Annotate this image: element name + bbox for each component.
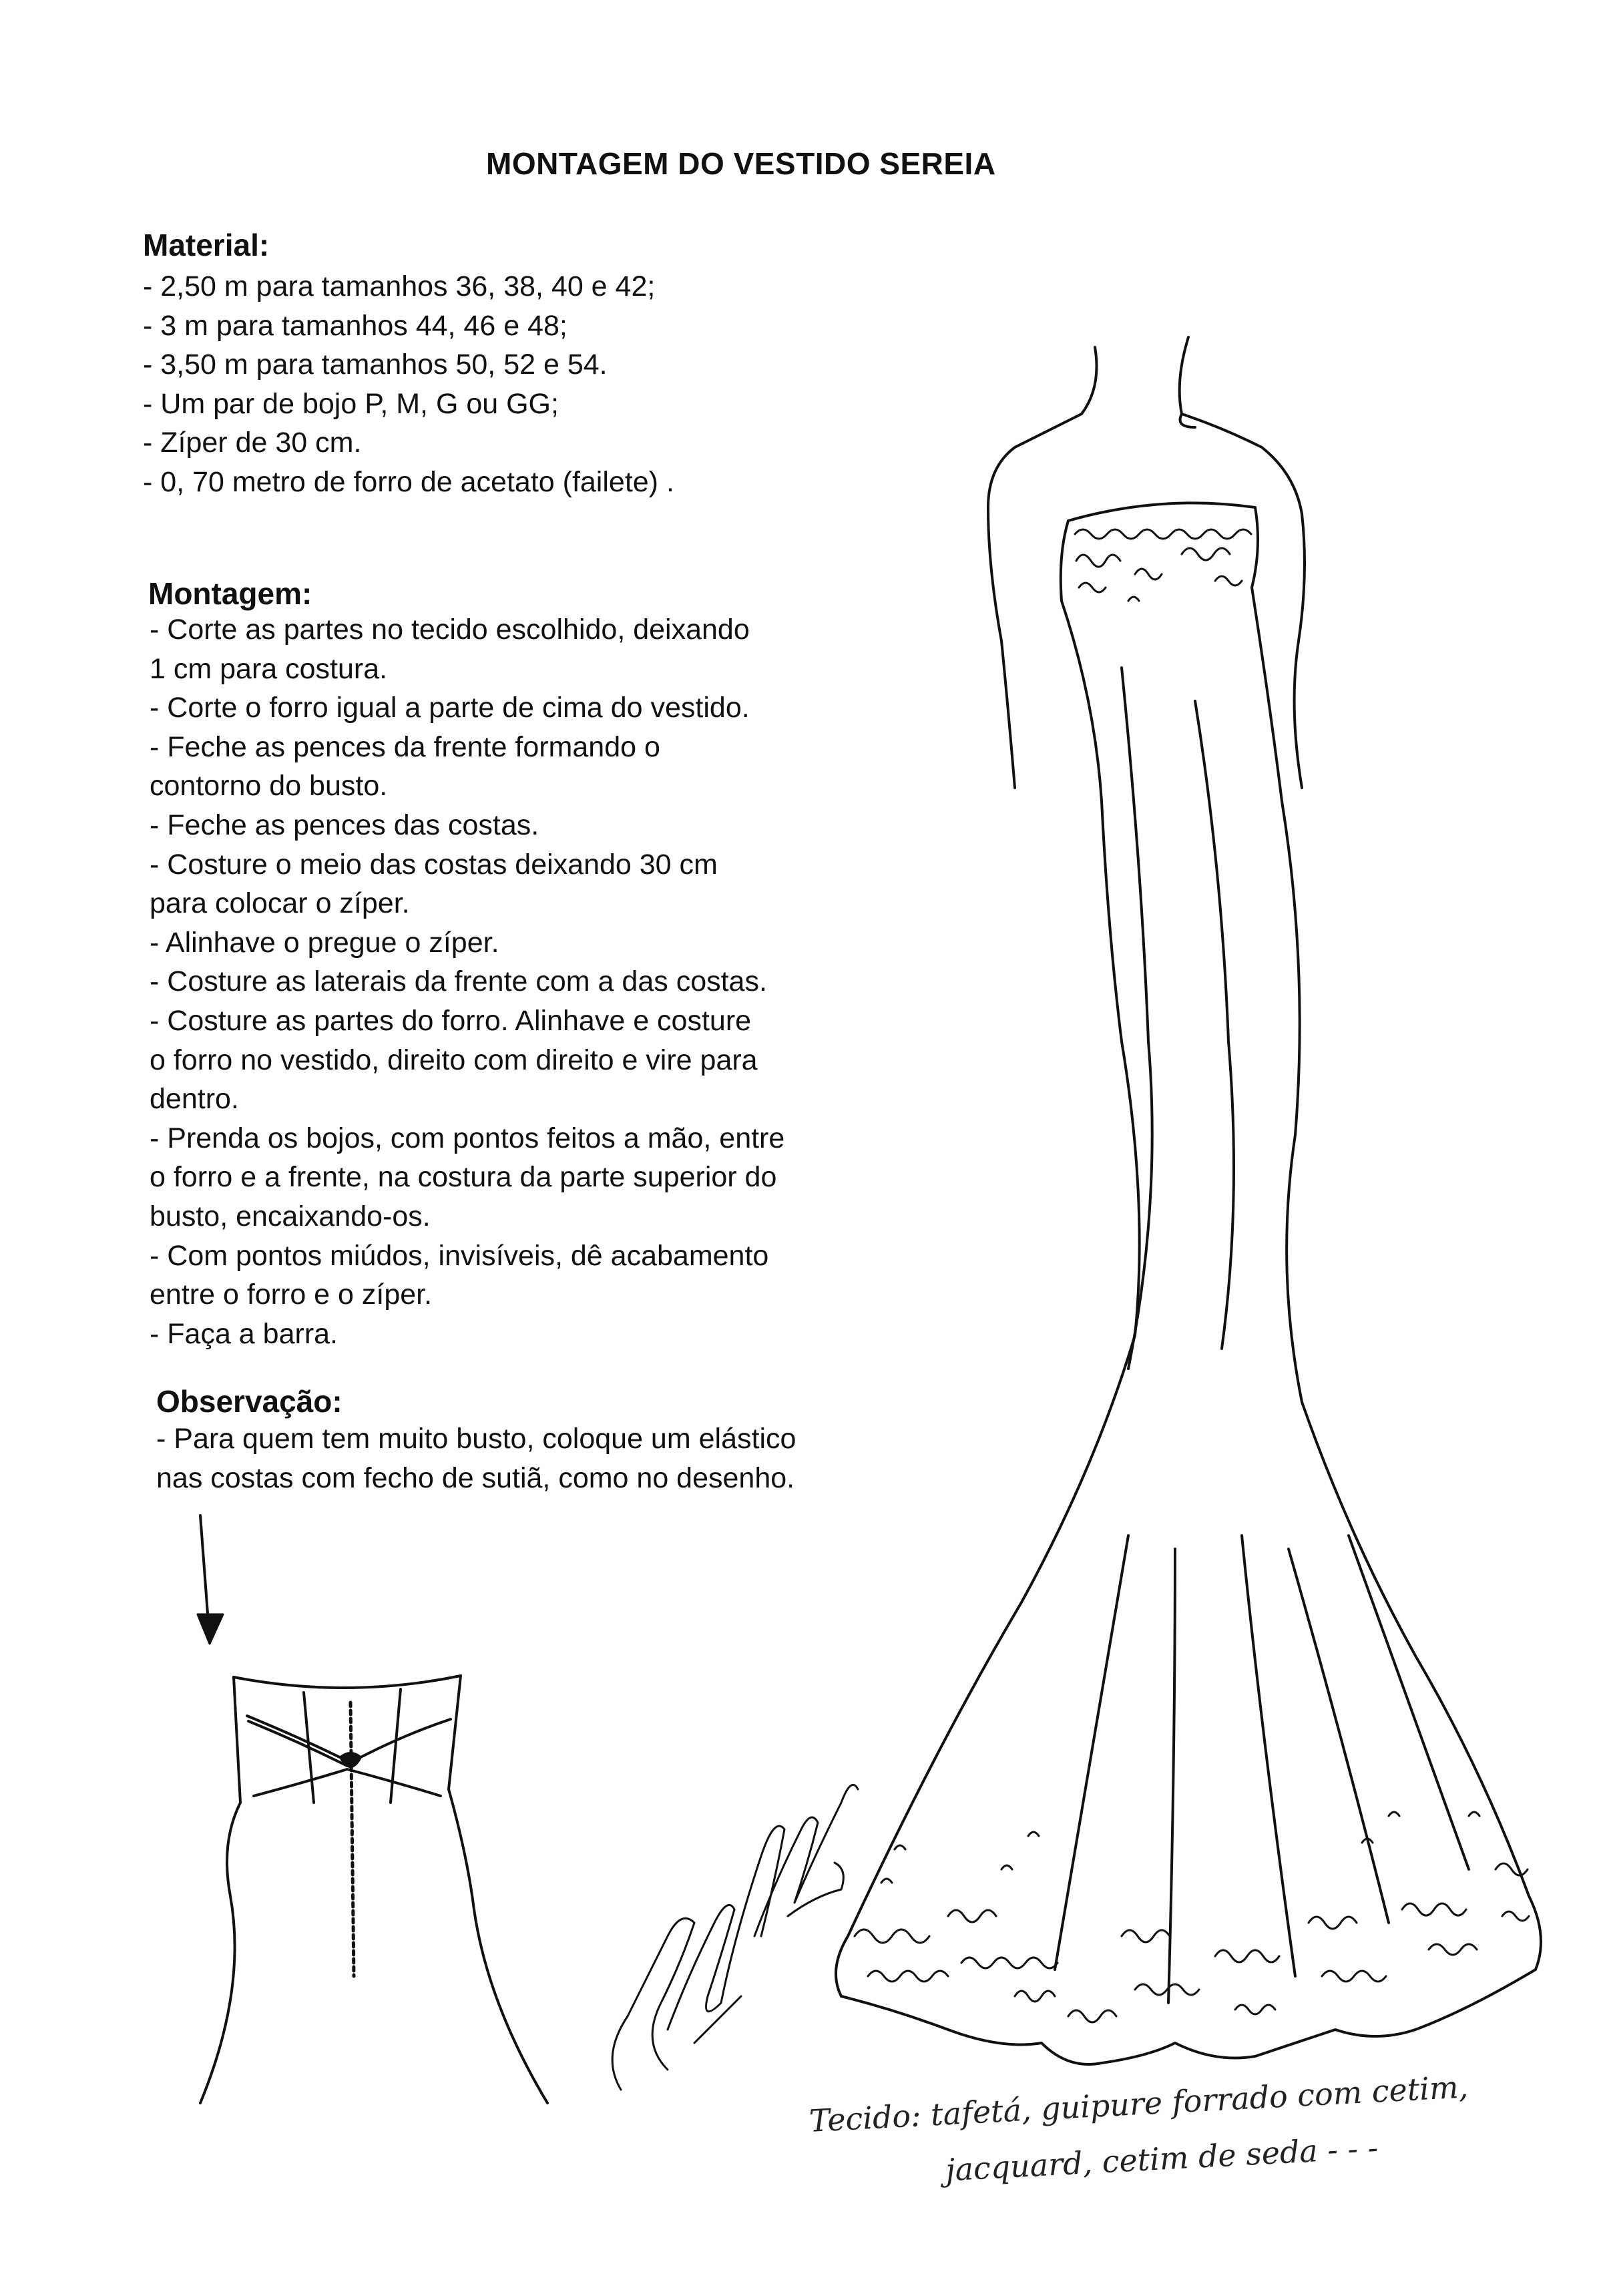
montagem-line: dentro. — [150, 1083, 239, 1116]
material-heading: Material: — [143, 228, 270, 262]
material-line: - Um par de bojo P, M, G ou GG; — [143, 387, 559, 420]
fabric-note-line: jacquard, cetim de seda - - - — [944, 2129, 1379, 2189]
material-line: - 2,50 m para tamanhos 36, 38, 40 e 42; — [143, 270, 656, 302]
montagem-line: contorno do busto. — [150, 770, 388, 802]
montagem-line: o forro e a frente, na costura da parte superior do — [150, 1161, 777, 1194]
observacao-line: - Para quem tem muito busto, coloque um elástico — [156, 1423, 796, 1455]
montagem-line: - Faça a barra. — [150, 1317, 338, 1350]
material-line: - 0, 70 metro de forro de acetato (failete) . — [143, 465, 674, 498]
dress-back-sketch — [200, 1676, 547, 2103]
page-title: MONTAGEM DO VESTIDO SEREIA — [486, 146, 996, 181]
material-line: - 3 m para tamanhos 44, 46 e 48; — [143, 309, 567, 342]
montagem-line: o forro no vestido, direito com direito e vire para — [150, 1044, 758, 1076]
montagem-heading: Montagem: — [148, 576, 312, 611]
montagem-line: - Corte o forro igual a parte de cima do vestido. — [150, 692, 750, 724]
montagem-line: - Costure as partes do forro. Alinhave e costure — [150, 1004, 752, 1037]
arrow-down-icon — [198, 1516, 223, 1644]
montagem-line: - Alinhave o pregue o zíper. — [150, 926, 499, 959]
montagem-line: 1 cm para costura. — [150, 652, 388, 685]
montagem-line: - Feche as pences da frente formando o — [150, 730, 660, 763]
mermaid-dress-sketch — [836, 337, 1541, 2064]
montagem-line: entre o forro e o zíper. — [150, 1279, 433, 1311]
montagem-line: busto, encaixando-os. — [150, 1200, 431, 1232]
montagem-line: - Com pontos miúdos, invisíveis, dê acabamento — [150, 1239, 769, 1272]
montagem-line: - Feche as pences das costas. — [150, 809, 539, 841]
montagem-line: - Costure as laterais da frente com a das costas. — [150, 965, 767, 998]
signature — [612, 1785, 858, 2090]
fabric-note-line: Tecido: tafetá, guipure forrado com cetim, — [808, 2068, 1469, 2139]
montagem-line: - Prenda os bojos, com pontos feitos a mão, entre — [150, 1122, 785, 1154]
montagem-line: - Costure o meio das costas deixando 30 cm — [150, 848, 718, 881]
montagem-line: para colocar o zíper. — [150, 887, 410, 920]
observacao-line: nas costas com fecho de sutiã, como no desenho. — [156, 1461, 795, 1494]
observacao-heading: Observação: — [156, 1384, 342, 1419]
montagem-line: - Corte as partes no tecido escolhido, deixando — [150, 614, 750, 646]
material-line: - Zíper de 30 cm. — [143, 427, 362, 459]
material-line: - 3,50 m para tamanhos 50, 52 e 54. — [143, 349, 608, 381]
